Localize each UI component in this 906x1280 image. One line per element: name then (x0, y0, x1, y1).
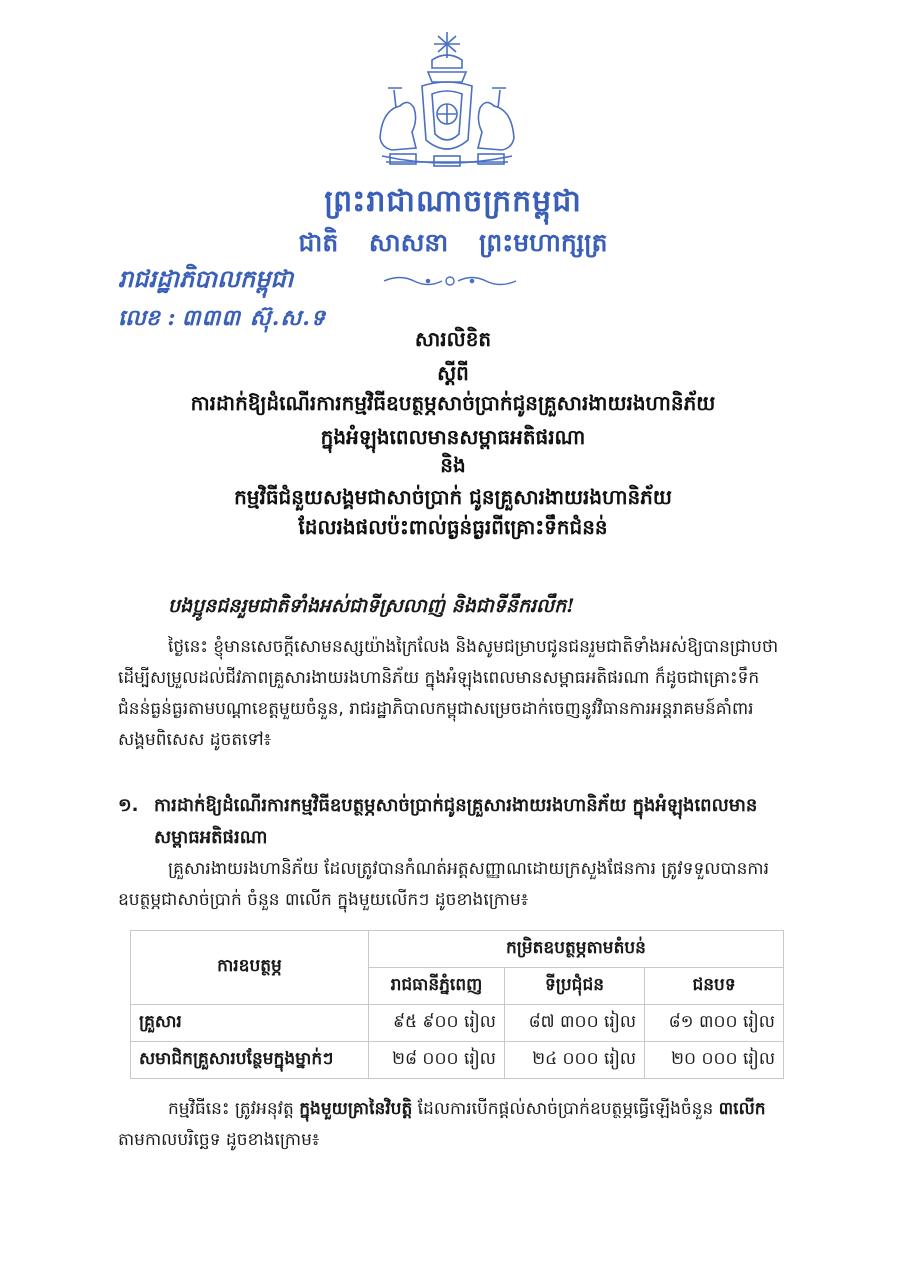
table-header-grant-type: ការឧបត្ថម្ភ (131, 931, 369, 1005)
table-cell-amount: ២០ ០០០ រៀល (645, 1042, 784, 1079)
intro-paragraph (118, 632, 788, 756)
table-row-label: គ្រួសារ (131, 1005, 369, 1042)
table-cell-amount: ៩៥ ៩០០ រៀល (368, 1005, 504, 1042)
section-1-body (118, 854, 788, 916)
decorative-ornament-icon (380, 272, 520, 290)
government-name: រាជរដ្ឋាភិបាលកម្ពុជា (118, 264, 294, 293)
table-header-region: រាជធានីភ្នំពេញ (368, 968, 504, 1005)
closing-part-3: តាមកាលបរិច្ឆេទ ដូចខាងក្រោម៖ (118, 1130, 320, 1150)
table-header-region: ទីប្រជុំជន (504, 968, 644, 1005)
table-row (131, 1005, 784, 1042)
section-1-title-line2: សម្ពាធអតិផរណា (154, 827, 268, 848)
section-1-title (118, 790, 798, 854)
section-1-number: ១. (118, 795, 139, 816)
table-cell-amount: ២៤ ០០០ រៀល (504, 1042, 644, 1079)
closing-bold-2: ៣លើក (718, 1099, 766, 1119)
greeting: បងប្អូនជនរួមជាតិទាំងអស់ជាទីស្រលាញ់ និងជាទីនឹករលឹក! (168, 595, 575, 617)
royal-coat-of-arms-icon (372, 28, 522, 176)
document-type: សារលិខិត (414, 327, 492, 351)
table-header-row (131, 931, 784, 968)
closing-part-2: ដែលការបើកផ្តល់សាច់ប្រាក់ឧបត្ថម្ភធ្វើឡើងចំនួន (412, 1099, 719, 1119)
table-cell-amount: ៨១ ៣០០ រៀល (645, 1005, 784, 1042)
intro-text: ថ្ងៃនេះ ខ្ញុំមានសេចក្តីសោមនស្សយ៉ាងក្រៃលែង និងសូមជម្រាបជូនជនរួមជាតិទាំងអស់ឱ្យបានជ្រាបថា ដើម្បីសម្រួលដល់ជីវភាពគ្រួសារងាយរងហានិភ័យ ក្នុងអំឡុងពេលមានសម្ពាធអតិផរណា ក៏ដូចជាគ្រោះទឹកជំនន់ធ្ងន់ធ្ងរតាមបណ្តាខេត្តមួយចំនួន, រាជរដ្ឋាភិបាលកម្ពុជាសម្រេចដាក់ចេញនូវវិធានការអន្តរាគមន៍គាំពារសង្គមពិសេស ដូចតទៅ៖ (118, 637, 779, 750)
subject-line-4: ដែលរងផលប៉ះពាល់ធ្ងន់ធ្ងរពីគ្រោះទឹកជំនន់ (298, 515, 608, 539)
table-cell-amount: ២៨ ០០០ រៀល (368, 1042, 504, 1079)
national-motto: ជាតិ សាសនា ព្រះមហាក្សត្រ (298, 228, 608, 257)
subject-line-2: ក្នុងអំឡុងពេលមានសម្ពាធអតិផរណា (320, 425, 586, 449)
section-1-title-line1: ការដាក់ឱ្យដំណើរការកម្មវិធីឧបត្ថម្ភសាច់ប្រាក់ជូនគ្រួសារងាយរងហានិភ័យ ក្នុងអំឡុងពេលមាន (154, 795, 758, 816)
kingdom-name: ព្រះរាជាណាចក្រកម្ពុជា (324, 184, 582, 219)
subject-conjunction: និង (440, 453, 466, 477)
subject-line-1: ការដាក់ឱ្យដំណើរការកម្មវិធីឧបត្ថម្ភសាច់ប្រាក់ជូនគ្រួសារងាយរងហានិភ័យ (190, 391, 716, 415)
section-1-body-text: គ្រួសារងាយរងហានិភ័យ ដែលត្រូវបានកំណត់អត្តសញ្ញាណដោយក្រសួងផែនការ ត្រូវទទួលបានការឧបត្ថម្ភជាសាច់ប្រាក់ ចំនួន ៣លើក ក្នុងមួយលើកៗ ដូចខាងក្រោម៖ (118, 859, 769, 910)
table-header-region: ជនបទ (645, 968, 784, 1005)
table-row-label: សមាជិកគ្រួសារបន្ថែមក្នុងម្នាក់ៗ (131, 1042, 369, 1079)
closing-paragraph (118, 1094, 788, 1156)
table-row (131, 1042, 784, 1079)
closing-bold-1: ក្នុងមួយគ្រានៃវិបត្តិ (299, 1099, 413, 1119)
table-cell-amount: ៨៧ ៣០០ រៀល (504, 1005, 644, 1042)
subject-line-3: កម្មវិធីជំនួយសង្គមជាសាច់ប្រាក់ ជូនគ្រួសារងាយរងហានិភ័យ (234, 485, 672, 509)
reference-value: ៣៣៣ ស៊ុ.ស.ទ (181, 305, 326, 331)
closing-part-1: កម្មវិធីនេះ ត្រូវអនុវត្ត (168, 1099, 300, 1119)
closing-text (118, 1094, 788, 1156)
table-header-region-group: កម្រិតឧបត្ថម្ភតាមតំបន់ (368, 931, 783, 968)
reference-label: លេខ : (118, 305, 176, 331)
grant-amount-table (130, 930, 784, 1079)
subject-label: ស្តីពី (437, 361, 469, 385)
